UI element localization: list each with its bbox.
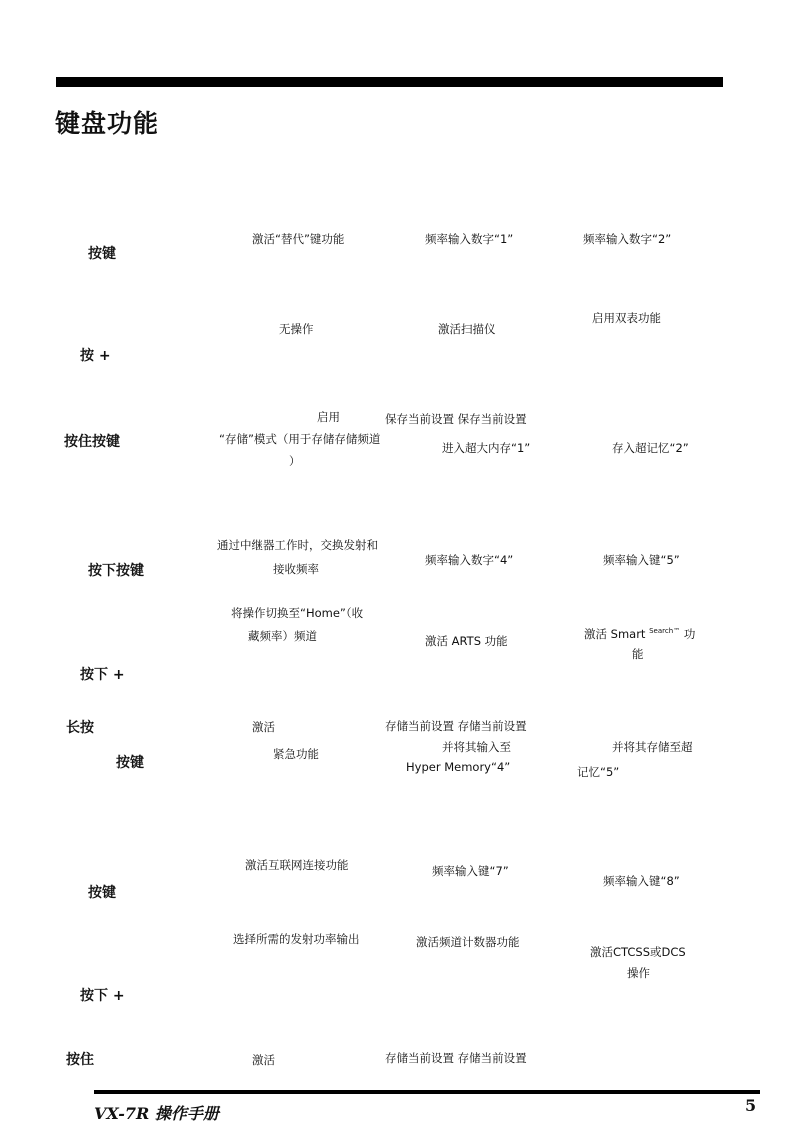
row-label-hold: 按住: [66, 1052, 94, 1068]
cell-repeater-reverse-2: 接收频率: [273, 562, 319, 576]
cell-store-settings: 存储当前设置 存储当前设置: [385, 719, 527, 733]
row-label-key: 按键: [116, 755, 144, 771]
cell-freq-5: 频率输入键“5”: [603, 553, 680, 567]
page-number: 5: [745, 1096, 757, 1115]
cell-save-settings: 保存当前设置 保存当前设置: [385, 412, 527, 426]
cell-input-to: 并将其输入至: [442, 740, 511, 754]
top-rule: [56, 77, 723, 87]
cell-freq-7: 频率输入键“7”: [432, 864, 509, 878]
page-title: 键盘功能: [55, 109, 160, 138]
cell-home-channel: 将操作切换至“Home”（收: [231, 606, 364, 620]
cell-freq-4: 频率输入数字“4”: [425, 553, 514, 567]
footer-manual-title: VX-7R 操作手册: [94, 1104, 219, 1123]
row-label-press-down-plus: 按下 +: [80, 667, 125, 683]
bottom-rule: [94, 1090, 760, 1094]
cell-freq-counter: 激活频道计数器功能: [416, 935, 520, 949]
cell-activate-scan: 激活扫描仪: [438, 322, 496, 336]
row-label-press-key-2: 按键: [88, 885, 116, 901]
cell-smart-search-2: 能: [632, 647, 644, 661]
cell-memory-mode: “存储”模式（用于存储存储频道: [219, 432, 381, 446]
cell-memory-5: 记忆“5”: [577, 765, 620, 779]
cell-hyper-memory-1: 进入超大内存“1”: [442, 441, 531, 455]
cell-home-channel-2: 藏频率）频道: [248, 629, 317, 643]
cell-internet: 激活互联网连接功能: [245, 858, 349, 872]
cell-memory-mode-end: ）: [289, 454, 301, 468]
cell-hyper-memory-2: 存入超记忆“2”: [612, 441, 689, 455]
cell-activate-alt: 激活“替代”键功能: [252, 232, 345, 246]
cell-activate: 激活: [252, 720, 275, 734]
cell-freq-8: 频率输入键“8”: [603, 874, 680, 888]
cell-ctcss-dcs: 激活CTCSS或DCS: [590, 945, 686, 959]
cell-no-op: 无操作: [279, 322, 314, 336]
cell-tx-power: 选择所需的发射功率输出: [233, 932, 360, 946]
cell-arts: 激活 ARTS 功能: [425, 634, 508, 648]
cell-repeater-reverse: 通过中继器工作时，交换发射和: [217, 538, 378, 552]
cell-store-settings-2: 存储当前设置 存储当前设置: [385, 1051, 527, 1065]
cell-emergency: 紧急功能: [273, 747, 319, 761]
cell-smart-search: 激活 Smart $^{Search™}$ 功: [584, 626, 696, 641]
row-label-press-down-plus-2: 按下 +: [80, 988, 125, 1004]
row-label-press-key: 按键: [88, 246, 116, 262]
cell-activate-2: 激活: [252, 1053, 275, 1067]
cell-hyper-memory-4: Hyper Memory“4”: [406, 760, 511, 774]
cell-freq-1: 频率输入数字“1”: [425, 232, 514, 246]
cell-ctcss-dcs-2: 操作: [627, 966, 650, 980]
row-label-hold-key: 按住按键: [64, 434, 120, 450]
cell-freq-2: 频率输入数字“2”: [583, 232, 672, 246]
cell-dual-watch: 启用双表功能: [592, 311, 661, 325]
row-label-press-down-key: 按下按键: [88, 563, 144, 579]
row-label-long-press: 长按: [66, 720, 94, 736]
row-label-press-plus: 按 +: [80, 348, 111, 364]
cell-store-to-hyper: 并将其存储至超: [612, 740, 693, 754]
cell-enable: 启用: [317, 410, 340, 424]
